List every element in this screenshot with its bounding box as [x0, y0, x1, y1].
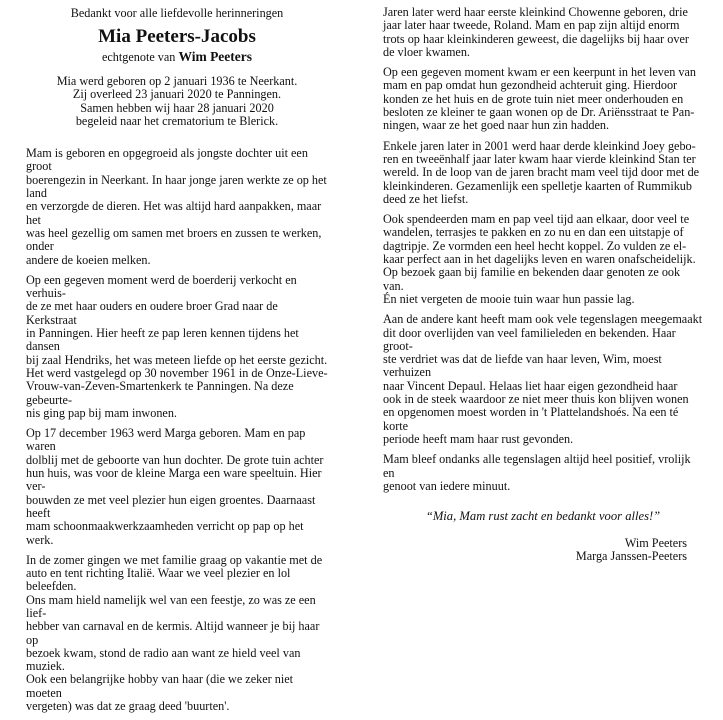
text-line: genoot van iedere minuut. — [383, 478, 511, 493]
text-line: In de zomer gingen we met familie graag op vakantie met de — [26, 552, 323, 567]
text-line: ste verdriet was dat de liefde van haar leven, Wim, moest verhuizen — [383, 352, 662, 380]
closing-quote: “Mia, Mam rust zacht en bedankt voor alles!” — [425, 509, 661, 524]
paragraph — [383, 6, 703, 59]
text-line: ren en tweeënhalf jaar later kwam haar vierde kleinkind Stan ter — [383, 151, 696, 166]
text-line: dit door overlijden van veel familieleden en bekenden. Haar groot- — [383, 325, 676, 353]
fact-line: begeleid naar het crematorium te Blerick. — [75, 113, 279, 128]
text-line: en opgenomen moest worden in 't Plattelandshoés. Na een té korte — [383, 405, 679, 433]
thanks-line: Bedankt voor alle liefdevolle herinneringen — [70, 6, 284, 20]
text-line: kaar perfect aan in het dagelijks leven en waren onafscheidelijk. — [383, 252, 696, 267]
text-line: Aan de andere kant heeft mam ook vele tegenslagen meegemaakt — [383, 312, 703, 327]
text-line: dagtripje. Ze vormden een heel hecht koppel. Zo vulden ze el- — [383, 238, 687, 253]
text-line: Ook een belangrijke hobby van haar (die we zeker niet moeten — [26, 672, 293, 700]
text-line: auto en tent richting Italië. Waar we veel plezier en lol beleefden. — [26, 566, 291, 594]
text-line: Op 17 december 1963 werd Marga geboren. Mam en pap waren — [26, 426, 306, 454]
text-line: Vrouw-van-Zeven-Smartenkerk te Panningen. Na deze gebeurte- — [26, 379, 294, 407]
spouse-line — [26, 49, 328, 65]
text-line: Ook spendeerden mam en pap veel tijd aan elkaar, door veel te — [383, 212, 690, 227]
deceased-name: Mia Peeters-Jacobs — [98, 26, 256, 47]
text-line: Op een gegeven moment werd de boerderij verkocht en verhuis- — [26, 272, 297, 301]
text-line: hun huis, was voor de kleine Marga een ware speeltuin. Hier ver- — [26, 466, 322, 494]
fact-line: Samen hebben wij haar 28 januari 2020 — [80, 100, 274, 115]
text-line: andere de koeien melken. — [26, 252, 151, 267]
left-paragraphs — [26, 147, 328, 713]
right-column — [383, 6, 703, 564]
text-line: naar Vincent Depaul. Helaas liet haar eigen gezondheid haar — [383, 378, 678, 393]
text-line: Mam is geboren en opgegroeid als jongste dochter uit een groot — [26, 146, 308, 174]
text-line: de ze met haar ouders en oudere broer Grad naar de Kerkstraat — [26, 299, 278, 327]
signature-wim: Wim Peeters — [624, 536, 687, 551]
paragraph — [383, 313, 703, 446]
text-line: nis ging pap bij mam inwonen. — [26, 405, 177, 420]
paragraph — [383, 213, 703, 306]
text-line: de vloer kwamen. — [383, 44, 470, 59]
text-line: Ons mam hield namelijk wel van een feestje, zo was ze een lief- — [26, 592, 316, 620]
paragraph — [383, 453, 703, 493]
text-line: konden ze het huis en de grote tuin niet meer onderhouden en — [383, 91, 684, 106]
left-column — [26, 6, 328, 720]
text-line: trots op haar kleinkinderen geweest, die dagelijks bij haar over — [383, 31, 689, 46]
text-line: wandelen, terrasjes te pakken en zo nu en dan een uitstapje of — [383, 225, 684, 240]
text-line: bij zaal Hendriks, het was meteen liefde op het eerste gezicht. — [26, 352, 328, 367]
text-line: Jaren later werd haar eerste kleinkind Chowenne geboren, drie — [383, 5, 688, 19]
text-line: besloten ze kleiner te gaan wonen op de Dr. Ariënsstraat te Pan- — [383, 105, 695, 120]
text-line: wereld. In de loop van de jaren bracht mam veel tijd door met de — [383, 165, 700, 180]
paragraph — [26, 147, 328, 267]
paragraph — [26, 427, 328, 547]
text-line: hebber van carnaval en de kermis. Altijd wanneer je bij haar op — [26, 619, 320, 647]
text-line: deed ze het liefst. — [383, 191, 469, 206]
spouse-prefix: echtgenote van — [101, 50, 176, 64]
text-line: mam en pap omdat hun gezondheid achteruit ging. Hierdoor — [383, 78, 678, 93]
text-line: ningen, waar ze het goed naar hun zin hadden. — [383, 118, 610, 133]
text-line: jaar later haar tweede, Roland. Mam en pap zijn altijd enorm — [383, 18, 680, 33]
text-line: ook in de steek waardoor ze niet meer thuis kon blijven wonen — [383, 392, 689, 407]
text-line: kleinkinderen. Gezamenlijk een spelletje kaarten of Rummikub — [383, 178, 692, 193]
fact-line: Zij overleed 23 januari 2020 te Panningen. — [72, 87, 282, 102]
text-line: Én niet vergeten de mooie tuin waar hun passie lag. — [383, 291, 635, 306]
spouse-name: Wim Peeters — [178, 49, 253, 64]
paragraph — [383, 66, 703, 132]
signature-marga: Marga Janssen-Peeters — [575, 549, 687, 564]
fact-line: Mia werd geboren op 2 januari 1936 te Neerkant. — [56, 74, 298, 88]
text-line: boerengezin in Neerkant. In haar jonge jaren werkte ze op het land — [26, 172, 327, 201]
paragraph — [383, 140, 703, 206]
text-line: Op bezoek gaan bij familie en bekenden daar genoten ze ook van. — [383, 265, 681, 293]
text-line: bezoek kwam, stond de radio aan want ze hield veel van muziek. — [26, 645, 301, 674]
paragraph — [26, 274, 328, 420]
text-line: bouwden ze met veel plezier hun eigen groentes. Daarnaast heeft — [26, 492, 316, 520]
text-line: in Panningen. Hier heeft ze pap leren kennen tijdens het dansen — [26, 326, 299, 354]
right-paragraphs — [383, 6, 703, 493]
text-line: periode heeft mam haar rust gevonden. — [383, 431, 574, 446]
text-line: Enkele jaren later in 2001 werd haar derde kleinkind Joey gebo- — [383, 138, 696, 153]
text-line: mam schoonmaakwerkzaamheden verricht op pap op het werk. — [26, 519, 304, 547]
life-facts — [26, 75, 328, 128]
text-line: Het werd vastgelegd op 30 november 1961 in de Onze-Lieve- — [26, 365, 328, 380]
text-line: vergeten) was dat ze graag deed 'buurten'. — [26, 699, 230, 714]
text-line: en verzorgde de dieren. Het was altijd hard aanpakken, maar het — [26, 199, 322, 227]
paragraph — [26, 554, 328, 714]
signatures — [383, 537, 687, 564]
text-line: was heel gezellig om samen met broers en zussen te werken, onder — [26, 225, 322, 254]
text-line: dolblij met de geboorte van hun dochter. De grote tuin achter — [26, 452, 324, 467]
text-line: Op een gegeven moment kwam er een keerpunt in het leven van — [383, 65, 697, 80]
text-line: Mam bleef ondanks alle tegenslagen altijd heel positief, vrolijk en — [383, 452, 691, 480]
